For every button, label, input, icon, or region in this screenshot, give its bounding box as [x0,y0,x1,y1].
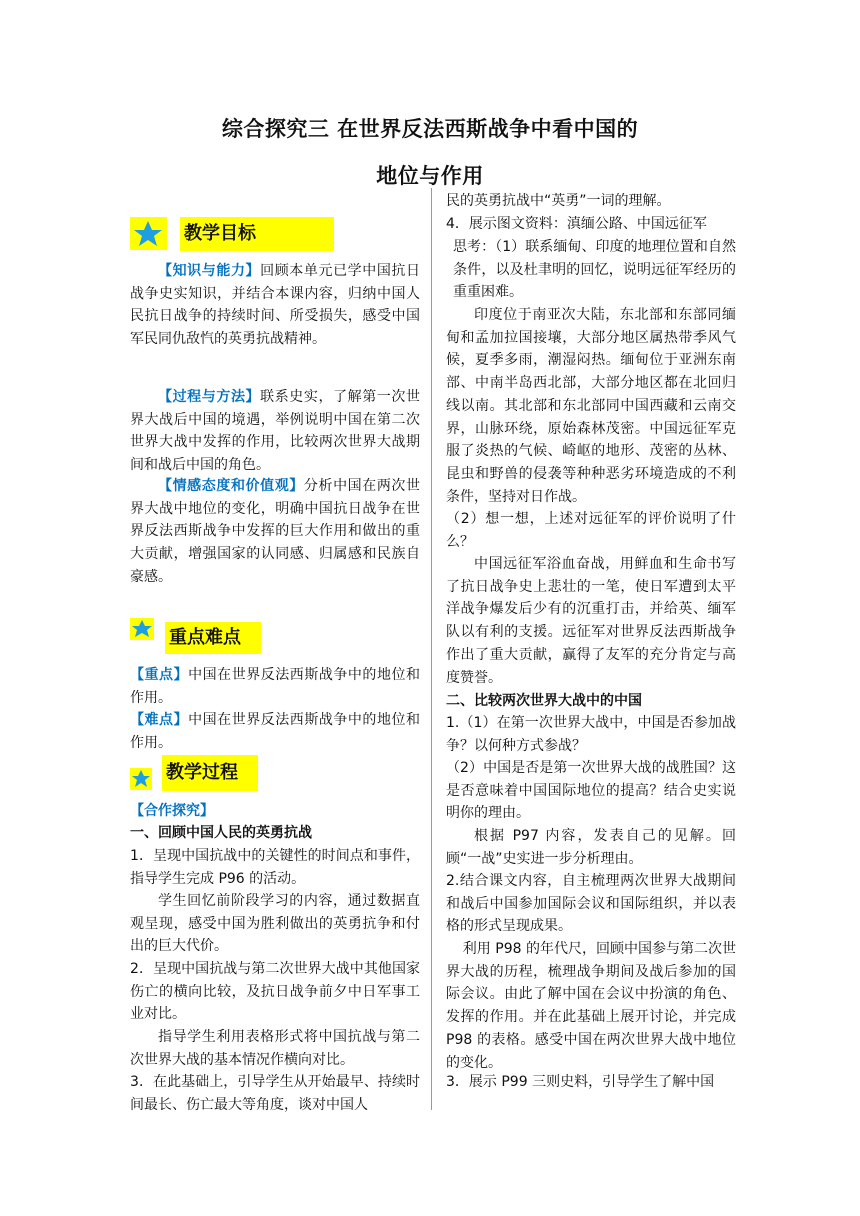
process-item-3-cont: 民的英勇抗战中“英勇”一词的理解。 [446,193,671,209]
section-title-keypoints: 重点难点 [165,622,261,654]
process-item-1-note: 学生回忆前阶段学习的内容，通过数据直观呈现，感受中国为胜利做出的英勇抗争和付出的巨大代价。 [130,893,420,955]
page-title-line-2: 地位与作用 [376,164,484,188]
compare-question-1b: （2）中国是否是第一次世界大战的战胜国？这是否意味着中国国际地位的提高？结合史实说明你的理由。 [446,760,736,822]
keypoint-key-label: 【重点】 [130,667,189,683]
keypoint-key-text: 中国在世界反法西斯战争中的地位和作用。 [130,667,421,706]
section-heading-process [130,755,330,795]
goal-knowledge-text: 回顾本单元已学中国抗日战争史实知识，并结合本课内容，归纳中国人民抗日战争的持续时间、所受损失，感受中国军民同仇敌忾的英勇抗战精神。 [130,263,421,348]
star-icon [130,217,167,250]
section-heading-keypoints [130,618,330,658]
compare-question-1-answer: 根据 P97 内容，发表自己的见解。回顾“一战”史实进一步分析理由。 [446,828,736,867]
page-title-line-1: 综合探究三 在世界反法西斯战争中看中国的 [221,117,639,141]
process-item-2: 2．呈现中国抗战与第二次世界大战中其他国家伤亡的横向比较，及抗日战争前夕中日军事工业对比。 [130,961,420,1023]
section-heading-goals [130,215,330,255]
star-icon [130,768,152,790]
coop-label: 【合作探究】 [130,803,214,819]
process-item-4-question: 思考：（1）联系缅甸、印度的地理位置和自然条件，以及杜聿明的回忆，说明远征军经历的重重困难。 [453,239,736,301]
part2-heading: 二、比较两次世界大战中的中国 [446,693,642,709]
column-divider [431,188,432,1110]
goal-emotion-text: 分析中国在两次世界大战中地位的变化，明确中国抗日战争在世界反法西斯战争中发挥的巨大作用和做出的重大贡献，增强国家的认同感、归属感和民族自豪感。 [130,478,421,585]
keypoint-key [130,664,420,709]
compare-question-3: 3．展示 P99 三则史料，引导学生了解中国 [446,1074,715,1090]
section-title-process: 教学过程 [162,755,258,791]
compare-question-1: 1.（1）在第一次世界大战中，中国是否参加战争？以何种方式参战？ [446,715,736,754]
keypoint-difficult-text: 中国在世界反法西斯战争中的地位和作用。 [130,712,421,751]
star-icon [130,618,154,640]
compare-question-2-answer: 利用 P98 的年代尺，回顾中国参与第二次世界大战的历程，梳理战争期间及战后参加的国际会议。由此了解中国在会议中扮演的角色、发挥的作用。并在此基础上展开讨论，并完成 P98 的表格。感受中国在两次世界大战中地位的变化。 [446,941,736,1071]
goal-process-label: 【过程与方法】 [158,389,261,405]
keypoint-difficult [130,709,420,754]
goal-knowledge-label: 【知识与能力】 [158,263,261,279]
keypoint-difficult-label: 【难点】 [130,712,189,728]
goal-knowledge [130,260,420,351]
process-item-1: 1．呈现中国抗战中的关键性的时间点和事件，指导学生完成 P96 的活动。 [130,848,420,887]
goal-process-text: 联系史实，了解第一次世界大战后中国的境遇，举例说明中国在第二次世界大战中发挥的作用，比较两次世界大战期间和战后中国的角色。 [130,389,421,474]
process-item-4-answer-2: 中国远征军浴血奋战，用鲜血和生命书写了抗日战争史上悲壮的一笔，使日军遭到太平洋战争爆发后少有的沉重打击，并给英、缅军队以有利的支援。远征军对世界反法西斯战争作出了重大贡献，赢得了友军的充分肯定与高度赞誉。 [446,556,736,686]
section-title-goals: 教学目标 [180,217,334,251]
goal-emotion [130,475,420,589]
part1-heading: 一、回顾中国人民的英勇抗战 [130,825,312,841]
process-item-2-note: 指导学生利用表格形式将中国抗战与第二次世界大战的基本情况作横向对比。 [130,1029,420,1068]
process-item-3: 3．在此基础上，引导学生从开始最早、持续时间最长、伤亡最大等角度，谈对中国人 [130,1074,420,1113]
process-item-4: 4．展示图文资料：滇缅公路、中国远征军 [446,216,707,232]
compare-question-2: 2.结合课文内容，自主梳理两次世界大战期间和战后中国参加国际会议和国际组织，并以表格的形式呈现成果。 [446,873,736,935]
goal-process [130,386,420,477]
process-item-4-question-2: （2）想一想，上述对远征军的评价说明了什么？ [446,511,736,550]
process-item-4-answer: 印度位于南亚次大陆，东北部和东部同缅甸和孟加拉国接壤，大部分地区属热带季风气候，夏季多雨，潮湿闷热。缅甸位于亚洲东南部、中南半岛西北部，大部分地区都在北回归线以南。其北部和东北部同中国西藏和云南交界，山脉环绕，原始森林茂密。中国远征军克服了炎热的气候、崎岖的地形、茂密的丛林、昆虫和野兽的侵袭等种种恶劣环境造成的不利条件，坚持对日作战。 [446,307,736,505]
goal-emotion-label: 【情感态度和价值观】 [158,478,304,494]
